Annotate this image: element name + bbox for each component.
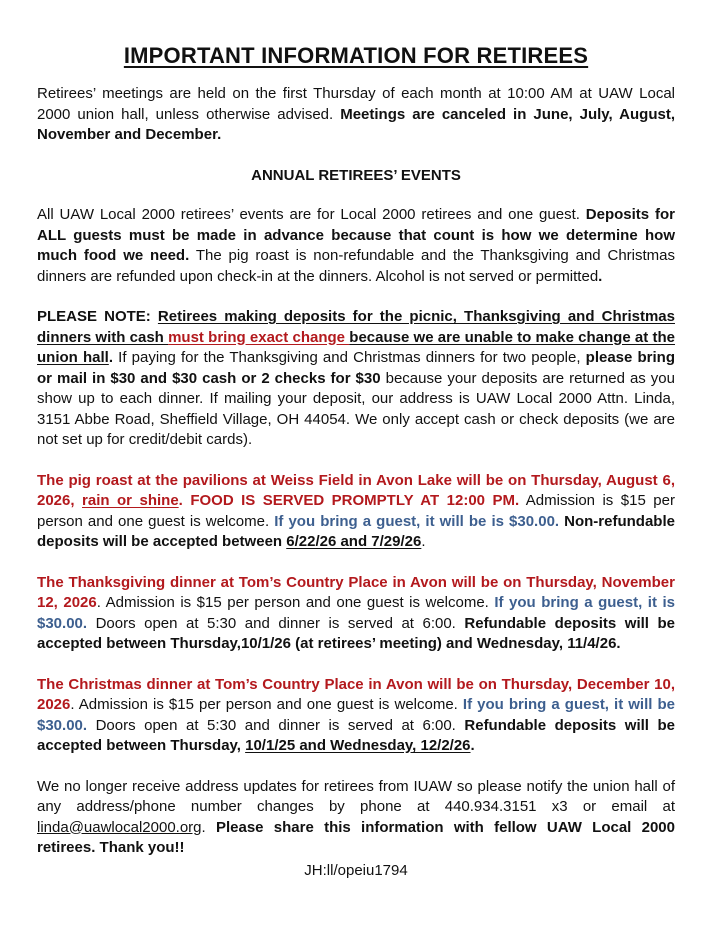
events-intro-paragraph: All UAW Local 2000 retirees’ events are for Local 2000 retirees and one guest. Deposits for ALL guests must be made in advance because that count is how we determine how much food we need. The pig roast is non-refundable and the Thanksgiving and Christmas dinners are refunded upon check-in at the dinners. Alcohol is not served or permitted. — [37, 206, 676, 285]
page-title: IMPORTANT INFORMATION FOR RETIREES — [123, 43, 589, 68]
christmas-paragraph: The Christmas dinner at Tom’s Country Place in Avon will be on Thursday, December 10, 2026. Admission is $15 per person and one guest is welcome. If you bring a guest, it will be $30.00. Doors open at 5:30 and dinner is served at 6:00. Refundable deposits will be accepted between Thursday, 10/1/25 and Wednesday, 12/2/26. — [37, 675, 675, 754]
pig-roast-deposit-dates: 6/22/26 and 7/29/26 — [286, 533, 422, 550]
christmas-deposit-dates: 10/1/25 and Wednesday, 12/2/26 — [245, 737, 471, 754]
events-heading: ANNUAL RETIREES’ EVENTS — [251, 166, 461, 184]
share-request: Please share this information with fellow UAW Local 2000 retirees. Thank you!! — [37, 818, 675, 856]
address-updates-paragraph: We no longer receive address updates for retirees from IUAW so please notify the union hall of any address/phone number changes by phone at 440.934.3151 x3 or email at linda@uawlocal2000.org. Please share this information with fellow UAW Local 2000 retirees. Thank you!! — [37, 777, 675, 856]
meetings-cancel-notice: Meetings are canceled in June, July, August, November and December. — [37, 105, 675, 143]
meetings-paragraph: Retirees’ meetings are held on the first Thursday of each month at 10:00 AM at UAW Local 2000 union hall, unless otherwise advised. Meetings are canceled in June, July, August, November and December. — [37, 85, 675, 143]
thanksgiving-deposit-dates: Refundable deposits will be accepted between Thursday,10/1/26 (at retirees’ meeting) and Wednesday, 11/4/26. — [37, 614, 675, 652]
mailing-address-text: because your deposits are returned as you show up to each dinner. If mailing your deposit, our address is UAW Local 2000 Attn. Linda, 3151 Abbe Road, Sheffield Village, OH 44054. We only accept cash or check deposits (we are not set up for credit/debit cards). — [37, 369, 675, 448]
email-link[interactable]: linda@uawlocal2000.org — [37, 818, 202, 836]
thanksgiving-paragraph: The Thanksgiving dinner at Tom’s Country Place in Avon will be on Thursday, November 12, 2026. Admission is $15 per person and one guest is welcome. If you bring a guest, it is $30.00. Doors open at 5:30 and dinner is served at 6:00. Refundable deposits will be accepted between Thursday,10/1/26 (at retirees’ meeting) and Wednesday, 11/4/26. — [37, 573, 675, 652]
please-note-label: PLEASE NOTE: — [37, 308, 151, 325]
please-note-paragraph: PLEASE NOTE: Retirees making deposits for the picnic, Thanksgiving and Christmas dinners with cash must bring exact change because we are unable to make change at the union hall. If paying for the Thanksgiving and Christmas dinners for two people, please bring or mail in $30 and $30 cash or 2 checks for $30 because your deposits are returned as you show up to each dinner. If mailing your deposit, our address is UAW Local 2000 Attn. Linda, 3151 Abbe Road, Sheffield Village, OH 44054. We only accept cash or check deposits (we are not set up for credit/debit cards). — [37, 308, 676, 448]
signature-line: JH:ll/opeiu1794 — [304, 861, 408, 879]
pig-roast-paragraph: The pig roast at the pavilions at Weiss Field in Avon Lake will be on Thursday, August 6, 2026, rain or shine. FOOD IS SERVED PROMPTLY AT 12:00 PM. Admission is $15 per person and one guest is welcome. If you bring a guest, it will be is $30.00. Non-refundable deposits will be accepted between 6/22/26 and 7/29/26. — [37, 471, 675, 550]
exact-change-warning: must bring exact change — [168, 328, 350, 346]
